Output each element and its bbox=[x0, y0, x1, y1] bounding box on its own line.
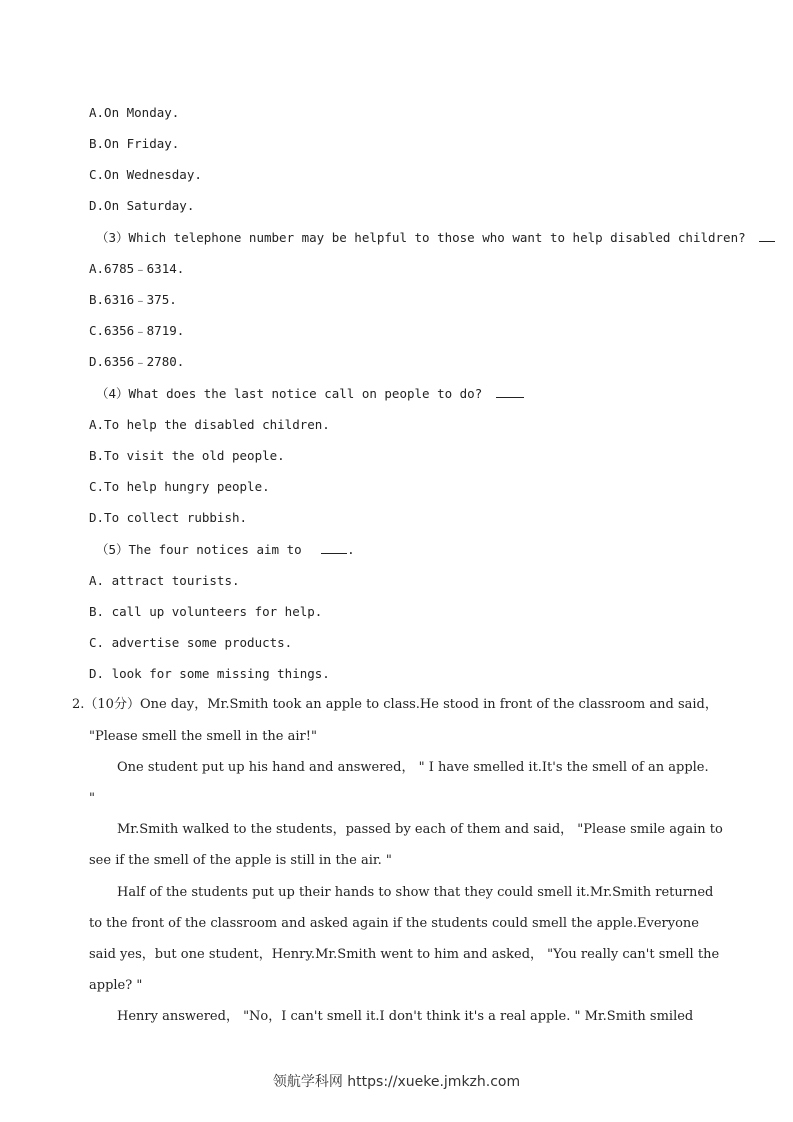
question-4 bbox=[96, 385, 524, 402]
question-4-stem: （4）What does the last notice call on people to do? bbox=[96, 386, 483, 401]
q2-option-c: C.On Wednesday. bbox=[89, 167, 202, 182]
q3-option-c: C.6356﹣8719. bbox=[89, 323, 185, 338]
q5-option-a: A. attract tourists. bbox=[89, 573, 240, 588]
answer-blank[interactable] bbox=[321, 541, 347, 554]
q2-option-b: B.On Friday. bbox=[89, 136, 180, 151]
passage-line: apple? " bbox=[89, 978, 143, 993]
passage-line: Mr.Smith walked to the students，passed by each of them and said， "Please smile again to bbox=[117, 822, 723, 837]
passage-line: "Please smell the smell in the air!" bbox=[89, 729, 317, 744]
passage-line: to the front of the classroom and asked again if the students could smell the apple.Everyone bbox=[89, 916, 699, 931]
answer-blank[interactable] bbox=[496, 385, 524, 398]
q2-option-a: A.On Monday. bbox=[89, 105, 180, 120]
passage-line: " bbox=[89, 791, 95, 806]
q3-option-d: D.6356﹣2780. bbox=[89, 354, 185, 369]
passage-line: Half of the students put up their hands to show that they could smell it.Mr.Smith returned bbox=[117, 885, 714, 900]
passage-line: see if the smell of the apple is still in the air. " bbox=[89, 853, 392, 868]
q4-option-a: A.To help the disabled children. bbox=[89, 417, 330, 432]
question-5-stem: （5）The four notices aim to bbox=[96, 542, 302, 557]
passage-line: One student put up his hand and answered， " I have smelled it.It's the smell of an apple. bbox=[117, 760, 709, 775]
q2-option-d: D.On Saturday. bbox=[89, 198, 195, 213]
answer-blank[interactable] bbox=[759, 229, 775, 242]
passage-line: said yes，but one student，Henry.Mr.Smith went to him and asked， "You really can't smell the bbox=[89, 947, 720, 962]
q5-option-d: D. look for some missing things. bbox=[89, 666, 330, 681]
footer-watermark: 领航学科网 https://xueke.jmkzh.com bbox=[272, 1074, 521, 1090]
q3-option-a: A.6785﹣6314. bbox=[89, 261, 185, 276]
question-5 bbox=[96, 541, 355, 558]
question-3-stem: （3）Which telephone number may be helpful to those who want to help disabled children? bbox=[96, 230, 746, 245]
question-5-stem-end: . bbox=[347, 542, 355, 557]
passage-line: 2.（10分）One day，Mr.Smith took an apple to class.He stood in front of the classroom and said， bbox=[72, 697, 718, 712]
q4-option-c: C.To help hungry people. bbox=[89, 479, 270, 494]
q5-option-b: B. call up volunteers for help. bbox=[89, 604, 323, 619]
q3-option-b: B.6316﹣375. bbox=[89, 292, 177, 307]
q4-option-b: B.To visit the old people. bbox=[89, 448, 285, 463]
passage-line: Henry answered， "No，I can't smell it.I don't think it's a real apple. " Mr.Smith smiled bbox=[117, 1009, 694, 1024]
question-3 bbox=[96, 229, 775, 246]
q4-option-d: D.To collect rubbish. bbox=[89, 510, 248, 525]
q5-option-c: C. advertise some products. bbox=[89, 635, 293, 650]
